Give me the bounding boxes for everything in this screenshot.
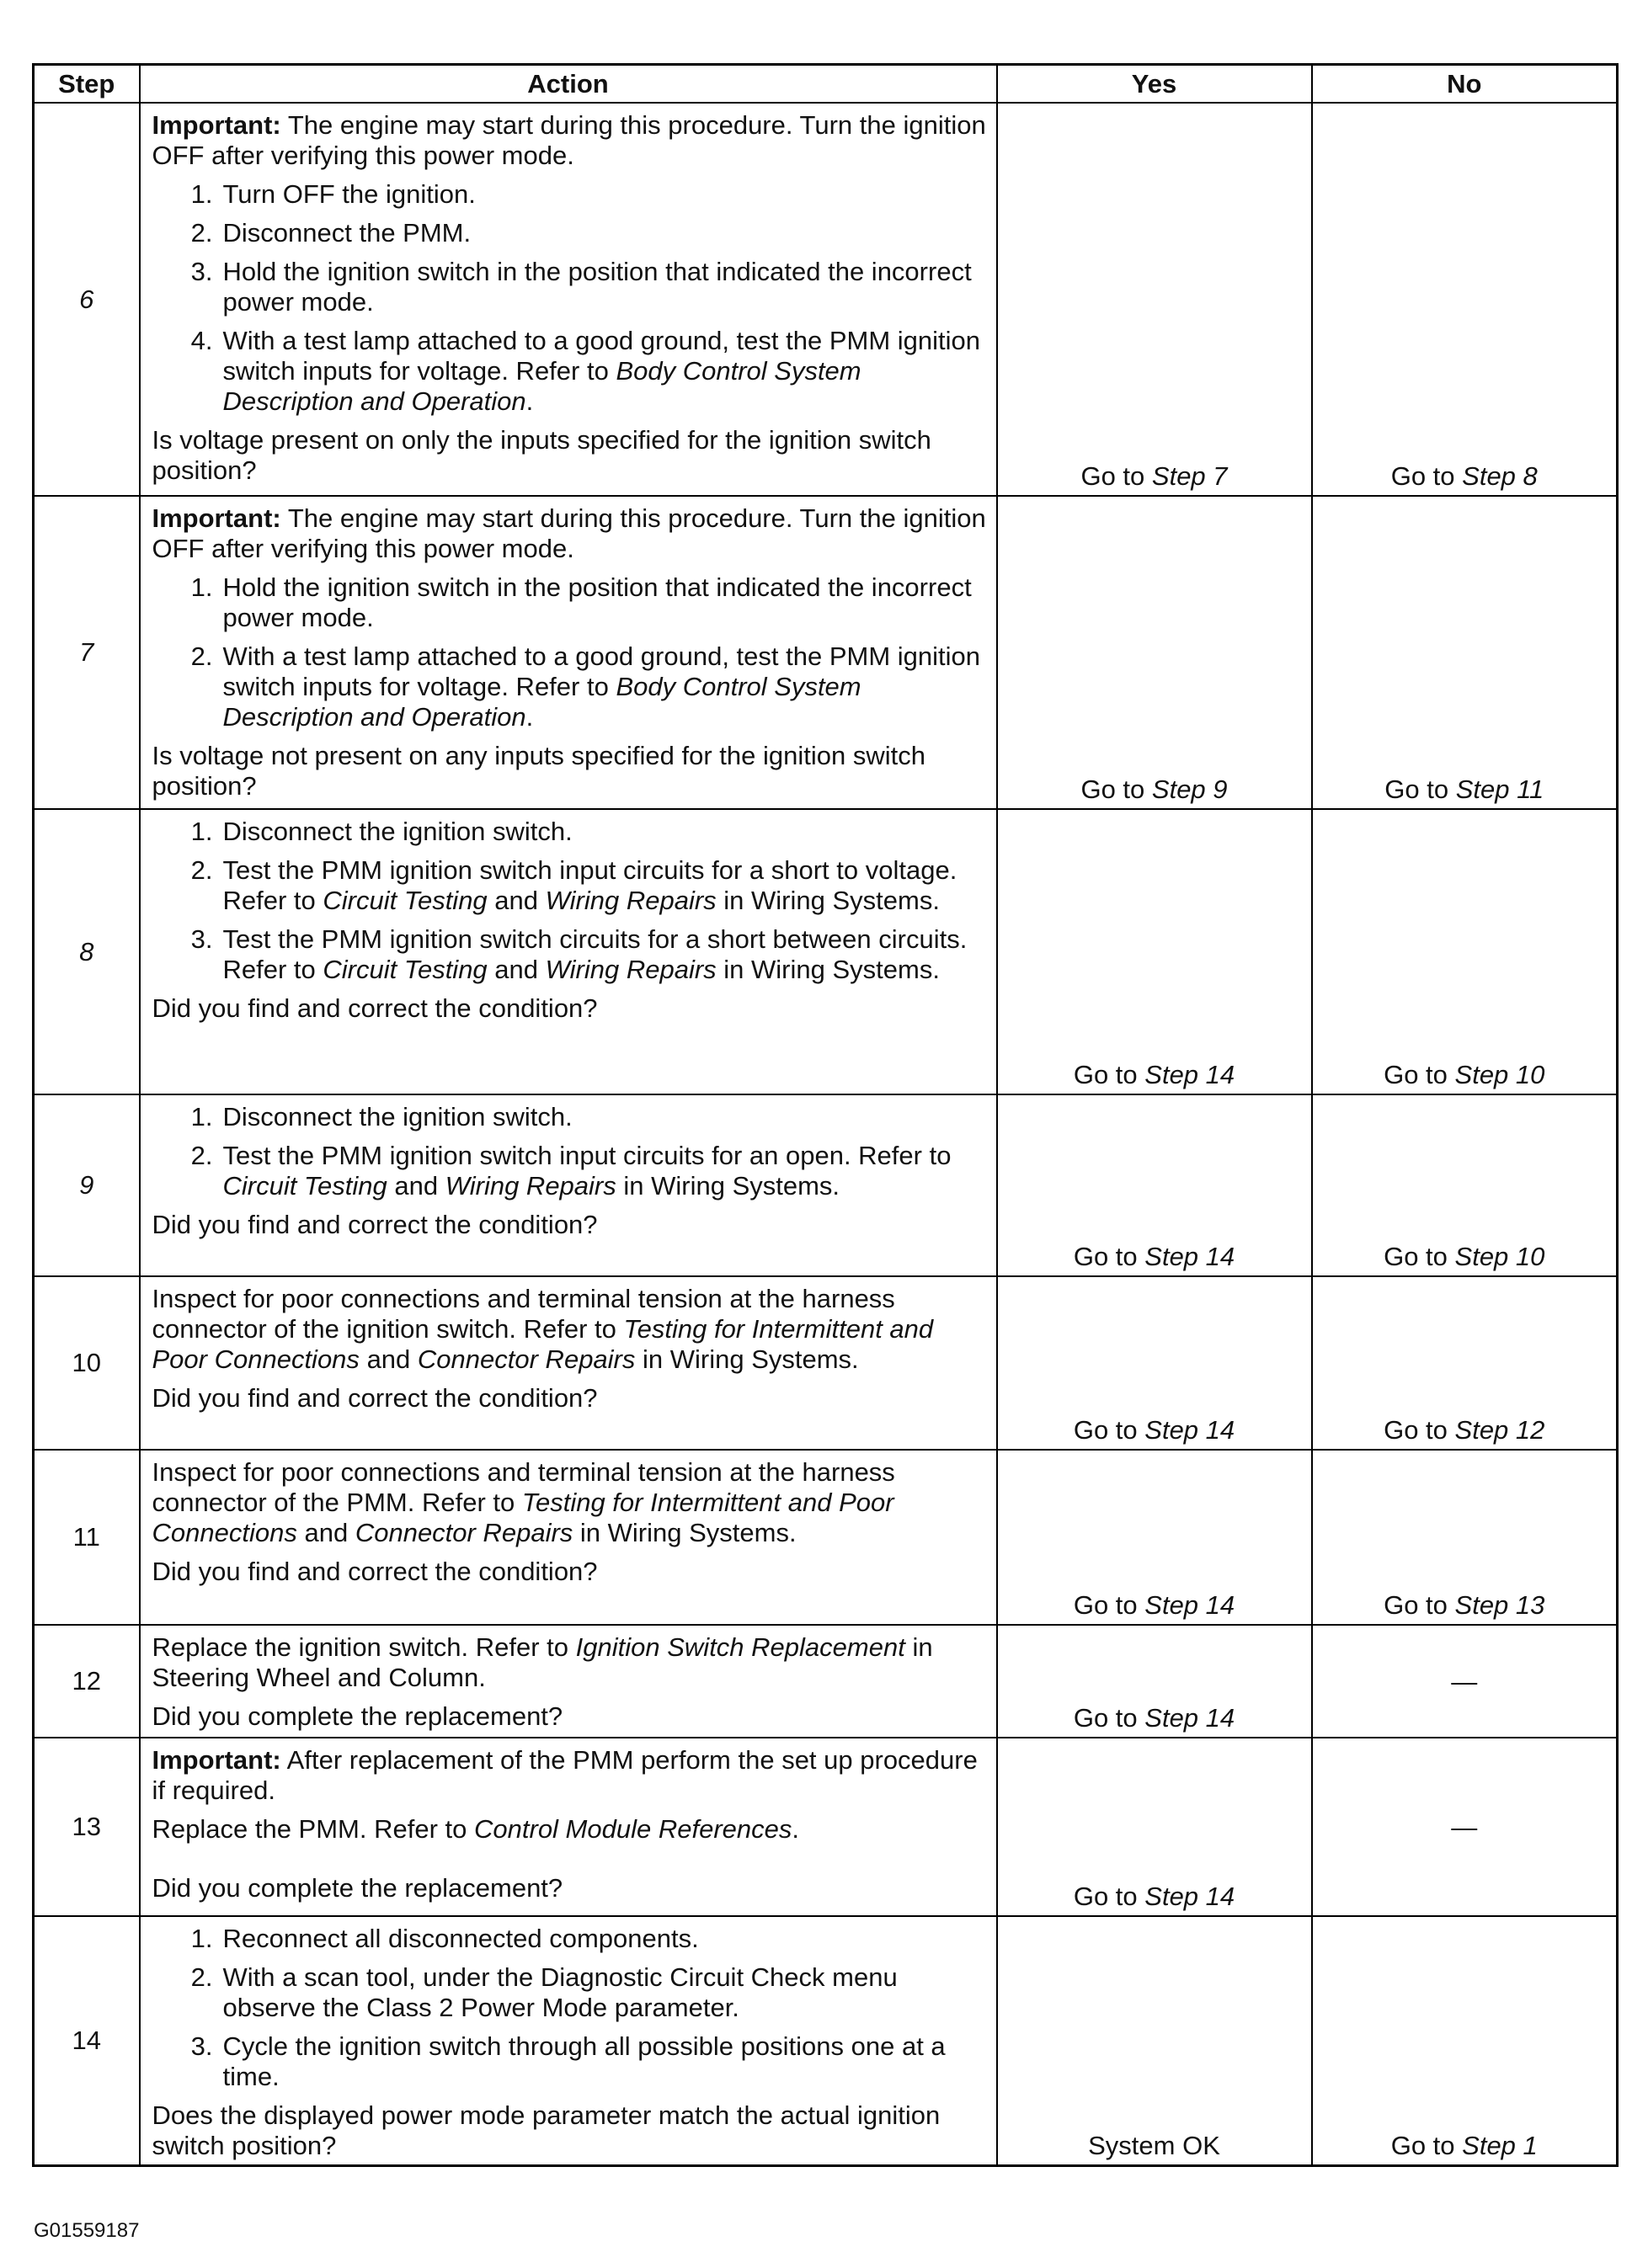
body-text: Replace the PMM. Refer to [152, 1814, 467, 1844]
item-text: With a scan tool, under the Diagnostic Circuit Check menu observe the Class 2 Power Mode parameter. [222, 1962, 898, 2022]
important-label: Important: [152, 1745, 281, 1775]
list-item [152, 572, 988, 633]
item-text-end: in Wiring Systems. [723, 955, 940, 984]
yes-label: Go to [1073, 1060, 1138, 1089]
yes-step-ref: Step 14 [1144, 1590, 1235, 1620]
list-item [152, 326, 988, 417]
item-text: Disconnect the PMM. [222, 218, 472, 248]
question-text: Did you find and correct the condition? [152, 1210, 598, 1239]
header-row [34, 65, 1618, 104]
procedure-table [32, 63, 1619, 2167]
yes-label: Go to [1073, 1590, 1138, 1620]
action-cell [140, 1738, 997, 1916]
yes-cell [997, 103, 1312, 496]
yes-cell [997, 809, 1312, 1094]
item-text-end: . [525, 386, 534, 416]
action-cell [140, 1276, 997, 1450]
step-number: 9 [34, 1094, 140, 1276]
action-cell [140, 103, 997, 496]
item-text-end: in Wiring Systems. [623, 1171, 840, 1201]
reference-link: Circuit Testing [323, 955, 488, 984]
question-text: Does the displayed power mode parameter match the actual ignition switch position? [152, 2100, 941, 2160]
yes-cell [997, 1738, 1312, 1916]
header-step: Step [34, 65, 140, 104]
action-text [152, 1814, 988, 1845]
list-item [152, 1141, 988, 1201]
body-text: Inspect for poor connections and terminal tension at the harness connector of the PMM. Refer to [152, 1457, 895, 1517]
item-text: Hold the ignition switch in the position that indicated the incorrect power mode. [222, 257, 972, 317]
action-cell [140, 809, 997, 1094]
step-number: 10 [34, 1276, 140, 1450]
reference-link: Wiring Repairs [545, 886, 717, 915]
question-text: Is voltage not present on any inputs specified for the ignition switch position? [152, 741, 925, 801]
step-number: 13 [34, 1738, 140, 1916]
list-item [152, 817, 988, 847]
item-text-end: in Wiring Systems. [723, 886, 940, 915]
step-number: 14 [34, 1916, 140, 2165]
item-number: 4. [190, 326, 213, 355]
important-note [152, 1745, 988, 1806]
yes-cell [997, 1276, 1312, 1450]
no-dash: — [1451, 1812, 1478, 1842]
important-text: The engine may start during this procedure. Turn the ignition OFF after verifying this power mode. [152, 503, 986, 563]
body-text: Replace the ignition switch. Refer to [152, 1632, 569, 1662]
no-cell [1312, 1450, 1618, 1625]
body-text-end: in Wiring Systems. [643, 1344, 859, 1374]
header-yes: Yes [997, 65, 1312, 104]
header-no: No [1312, 65, 1618, 104]
step-number: 8 [34, 809, 140, 1094]
question-text: Did you complete the replacement? [152, 1873, 563, 1903]
yes-label: Go to [1073, 1242, 1138, 1271]
no-cell [1312, 496, 1618, 809]
body-text-end: in Steering Wheel and Column. [152, 1632, 933, 1692]
item-text-end: . [525, 702, 534, 732]
reference-link: Connector Repairs [417, 1344, 636, 1374]
no-step-ref: Step 12 [1454, 1415, 1545, 1445]
reference-link: Testing for Intermittent and Poor Connections [152, 1314, 934, 1374]
action-cell [140, 496, 997, 809]
list-item [152, 257, 988, 317]
list-item [152, 642, 988, 732]
table-row [34, 103, 1618, 496]
no-label: Go to [1390, 2130, 1455, 2160]
list-item [152, 924, 988, 985]
yes-cell [997, 1625, 1312, 1738]
list-item [152, 1102, 988, 1132]
no-cell [1312, 1738, 1618, 1916]
no-cell [1312, 809, 1618, 1094]
no-step-ref: Step 1 [1462, 2130, 1538, 2160]
header-action: Action [140, 65, 997, 104]
important-label: Important: [152, 503, 281, 533]
no-dash: — [1451, 1666, 1478, 1696]
yes-label: Go to [1080, 461, 1145, 491]
item-text: Disconnect the ignition switch. [222, 1102, 573, 1131]
action-cell [140, 1625, 997, 1738]
figure-id: G01559187 [34, 2219, 140, 2242]
yes-label: Go to [1073, 1882, 1138, 1911]
body-text: Inspect for poor connections and terminal tension at the harness connector of the ignition switch. Refer to [152, 1284, 895, 1344]
item-number: 1. [190, 1102, 213, 1131]
important-text: After replacement of the PMM perform the set up procedure if required. [152, 1745, 978, 1805]
yes-step-ref: Step 7 [1151, 461, 1228, 491]
item-text: Test the PMM ignition switch input circuits for a short to voltage. Refer to [222, 855, 957, 915]
reference-link: Circuit Testing [222, 1171, 387, 1201]
item-text: Disconnect the ignition switch. [222, 817, 573, 846]
action-text [152, 1632, 988, 1693]
no-cell [1312, 1625, 1618, 1738]
question-text: Did you find and correct the condition? [152, 993, 598, 1023]
item-number: 1. [190, 817, 213, 846]
no-step-ref: Step 8 [1462, 461, 1538, 491]
body-text-end: . [792, 1814, 799, 1844]
yes-step-ref: Step 14 [1144, 1703, 1235, 1733]
question-text: Is voltage present on only the inputs specified for the ignition switch position? [152, 425, 931, 485]
yes-cell [997, 496, 1312, 809]
list-item [152, 218, 988, 248]
item-number: 2. [190, 855, 213, 885]
item-number: 1. [190, 179, 213, 209]
table-row [34, 1276, 1618, 1450]
body-text-mid: and [366, 1344, 411, 1374]
step-number: 7 [34, 496, 140, 809]
table-row [34, 1094, 1618, 1276]
item-text-mid: and [494, 886, 539, 915]
question-text: Did you find and correct the condition? [152, 1557, 598, 1586]
list-item [152, 2031, 988, 2092]
reference-link: Circuit Testing [323, 886, 488, 915]
reference-link: Ignition Switch Replacement [575, 1632, 905, 1662]
no-label: Go to [1384, 1060, 1448, 1089]
no-label: Go to [1384, 1415, 1448, 1445]
item-number: 3. [190, 257, 213, 286]
action-cell [140, 1450, 997, 1625]
yes-cell [997, 1094, 1312, 1276]
item-text: Cycle the ignition switch through all possible positions one at a time. [222, 2031, 946, 2091]
item-number: 1. [190, 572, 213, 602]
yes-label: Go to [1073, 1415, 1138, 1445]
yes-step-ref: Step 9 [1151, 775, 1228, 804]
body-text-mid: and [304, 1518, 349, 1547]
list-item [152, 179, 988, 210]
list-item [152, 855, 988, 916]
body-text-end: in Wiring Systems. [579, 1518, 797, 1547]
step-number: 11 [34, 1450, 140, 1625]
item-number: 3. [190, 2031, 213, 2061]
step-number: 6 [34, 103, 140, 496]
no-cell [1312, 1916, 1618, 2165]
table-row [34, 496, 1618, 809]
table-row [34, 1625, 1618, 1738]
question-text: Did you find and correct the condition? [152, 1383, 598, 1413]
yes-step-ref: Step 14 [1144, 1882, 1235, 1911]
item-text-mid: and [394, 1171, 439, 1201]
no-cell [1312, 1276, 1618, 1450]
yes-label: Go to [1080, 775, 1145, 804]
item-text: Turn OFF the ignition. [222, 179, 476, 209]
item-number: 3. [190, 924, 213, 954]
question-text: Did you complete the replacement? [152, 1701, 563, 1731]
table-row [34, 1450, 1618, 1625]
item-number: 1. [190, 1924, 213, 1953]
yes-result: System OK [1088, 2130, 1220, 2160]
list-item [152, 1924, 988, 1954]
no-cell [1312, 103, 1618, 496]
no-label: Go to [1390, 461, 1455, 491]
reference-link: Body Control System Description and Operation [222, 672, 861, 732]
item-number: 2. [190, 218, 213, 248]
no-step-ref: Step 13 [1454, 1590, 1545, 1620]
no-cell [1312, 1094, 1618, 1276]
yes-cell [997, 1916, 1312, 2165]
reference-link: Control Module References [474, 1814, 792, 1844]
table-row [34, 809, 1618, 1094]
reference-link: Body Control System Description and Operation [222, 356, 861, 416]
table-row [34, 1916, 1618, 2165]
item-number: 2. [190, 1141, 213, 1170]
yes-step-ref: Step 14 [1144, 1415, 1235, 1445]
step-number: 12 [34, 1625, 140, 1738]
no-label: Go to [1384, 1590, 1448, 1620]
important-label: Important: [152, 110, 281, 140]
item-text: Test the PMM ignition switch circuits for a short between circuits. Refer to [222, 924, 968, 984]
yes-cell [997, 1450, 1312, 1625]
yes-step-ref: Step 14 [1144, 1060, 1235, 1089]
reference-link: Connector Repairs [355, 1518, 573, 1547]
important-note [152, 110, 988, 171]
item-text: Reconnect all disconnected components. [222, 1924, 699, 1953]
item-text: Hold the ignition switch in the position that indicated the incorrect power mode. [222, 572, 972, 632]
important-note [152, 503, 988, 564]
item-text: Test the PMM ignition switch input circuits for an open. Refer to [222, 1141, 952, 1170]
no-label: Go to [1384, 1242, 1448, 1271]
list-item [152, 1962, 988, 2023]
reference-link: Testing for Intermittent and Poor Connections [152, 1488, 894, 1547]
action-cell [140, 1094, 997, 1276]
important-text: The engine may start during this procedure. Turn the ignition OFF after verifying this power mode. [152, 110, 986, 170]
action-text [152, 1457, 988, 1548]
item-number: 2. [190, 642, 213, 671]
yes-label: Go to [1073, 1703, 1138, 1733]
reference-link: Wiring Repairs [445, 1171, 616, 1201]
reference-link: Wiring Repairs [545, 955, 717, 984]
action-cell [140, 1916, 997, 2165]
no-step-ref: Step 10 [1454, 1242, 1545, 1271]
table-row [34, 1738, 1618, 1916]
item-number: 2. [190, 1962, 213, 1992]
item-text-mid: and [494, 955, 539, 984]
item-text: With a test lamp attached to a good ground, test the PMM ignition switch inputs for voltage. Refer to [222, 642, 980, 701]
action-text [152, 1284, 988, 1375]
item-text: With a test lamp attached to a good ground, test the PMM ignition switch inputs for voltage. Refer to [222, 326, 980, 386]
no-label: Go to [1384, 775, 1449, 804]
no-step-ref: Step 10 [1454, 1060, 1545, 1089]
yes-step-ref: Step 14 [1144, 1242, 1235, 1271]
no-step-ref: Step 11 [1455, 775, 1544, 804]
